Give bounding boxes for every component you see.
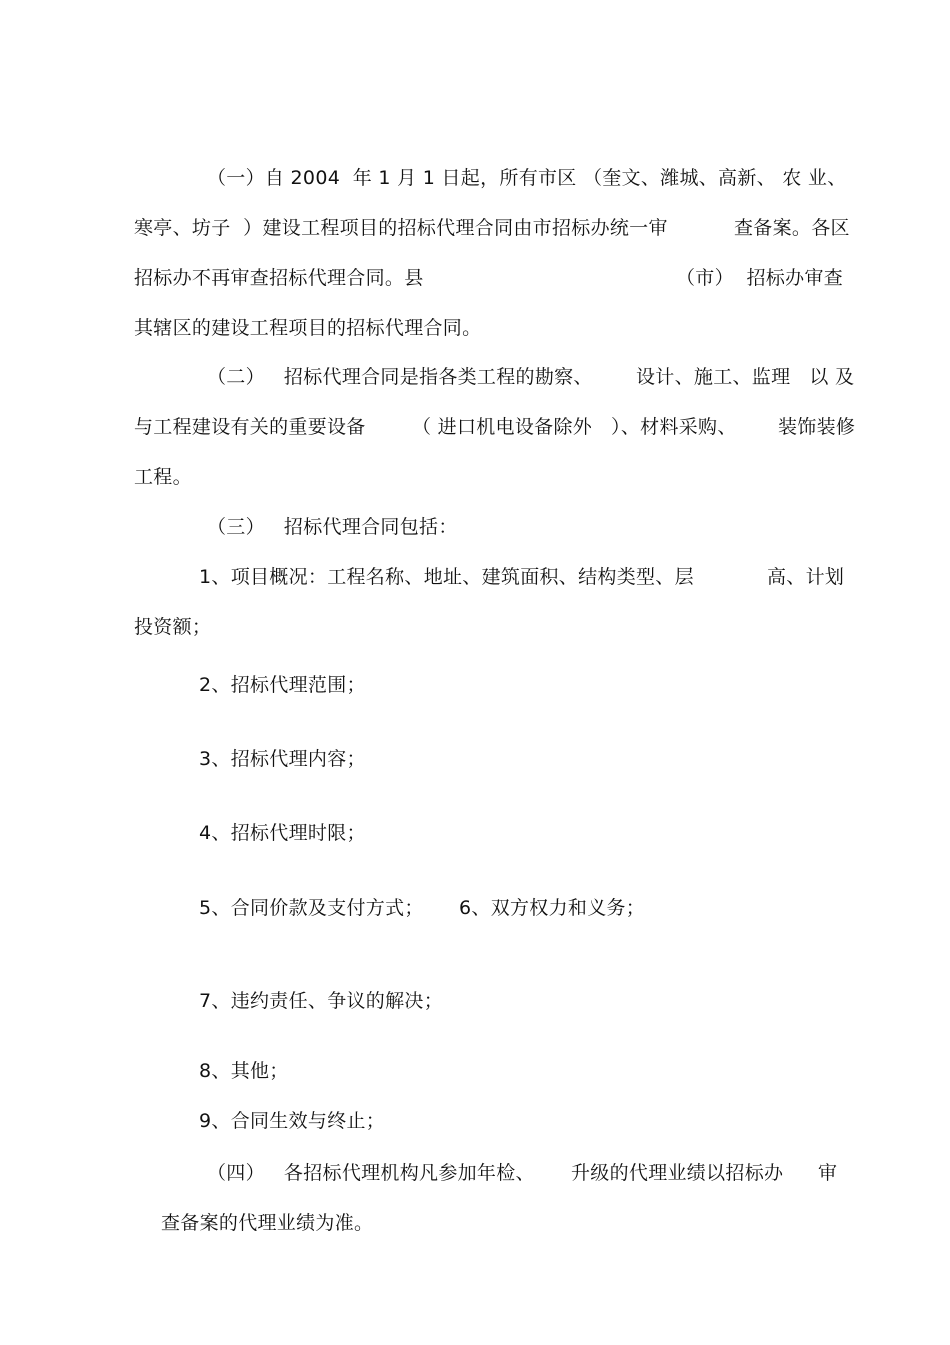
list-item-2: 2、招标代理范围； xyxy=(199,674,366,696)
section4-line2: 查备案的代理业绩为准。 xyxy=(161,1212,374,1234)
list-item-4: 4、招标代理时限； xyxy=(199,822,366,844)
list-item-5: 5、合同价款及支付方式； xyxy=(199,897,424,919)
section4-line1-mid: 升级的代理业绩以招标办 xyxy=(571,1162,784,1184)
list-item-6: 6、双方权力和义务； xyxy=(459,897,646,919)
list-item-1-end: 高、计划 xyxy=(767,566,845,588)
section1-line4: 其辖区的建设工程项目的招标代理合同。 xyxy=(134,317,482,339)
section2-line2-end: 装饰装修 xyxy=(778,416,856,438)
section1-line2-end: 查备案。各区 xyxy=(734,217,850,239)
list-item-7: 7、违约责任、争议的解决； xyxy=(199,990,443,1012)
section1-line2: 寒亭、坊子 ）建设工程项目的招标代理合同由市招标办统一审 xyxy=(134,217,668,239)
list-item-9: 9、合同生效与终止； xyxy=(199,1110,386,1132)
section2-line2: 与工程建设有关的重要设备 xyxy=(134,416,366,438)
section4-line1-end: 审 xyxy=(818,1162,838,1184)
section2-line1-end: 设计、施工、监理 以 及 xyxy=(636,366,855,388)
section3-heading: （三） 招标代理合同包括： xyxy=(207,516,458,538)
section1-line3: 招标办不再审查招标代理合同。县 xyxy=(134,267,424,289)
list-item-8: 8、其他； xyxy=(199,1060,289,1082)
section2-line1: （二） 招标代理合同是指各类工程的勘察、 xyxy=(207,366,593,388)
section2-line2-mid: （ 进口机电设备除外 ）、材料采购、 xyxy=(412,416,737,438)
section1-line3-end: （市） 招标办审查 xyxy=(676,267,844,289)
list-item-3: 3、招标代理内容； xyxy=(199,748,366,770)
list-item-1: 1、项目概况：工程名称、地址、建筑面积、结构类型、层 xyxy=(199,566,694,588)
section1-line1: （一）自 2004 年 1 月 1 日起，所有市区 （奎文、潍城、高新、 农 业、 xyxy=(207,167,847,189)
list-item-1-cont: 投资额； xyxy=(134,616,212,638)
section4-line1: （四） 各招标代理机构凡参加年检、 xyxy=(207,1162,535,1184)
section2-line3: 工程。 xyxy=(134,466,192,488)
